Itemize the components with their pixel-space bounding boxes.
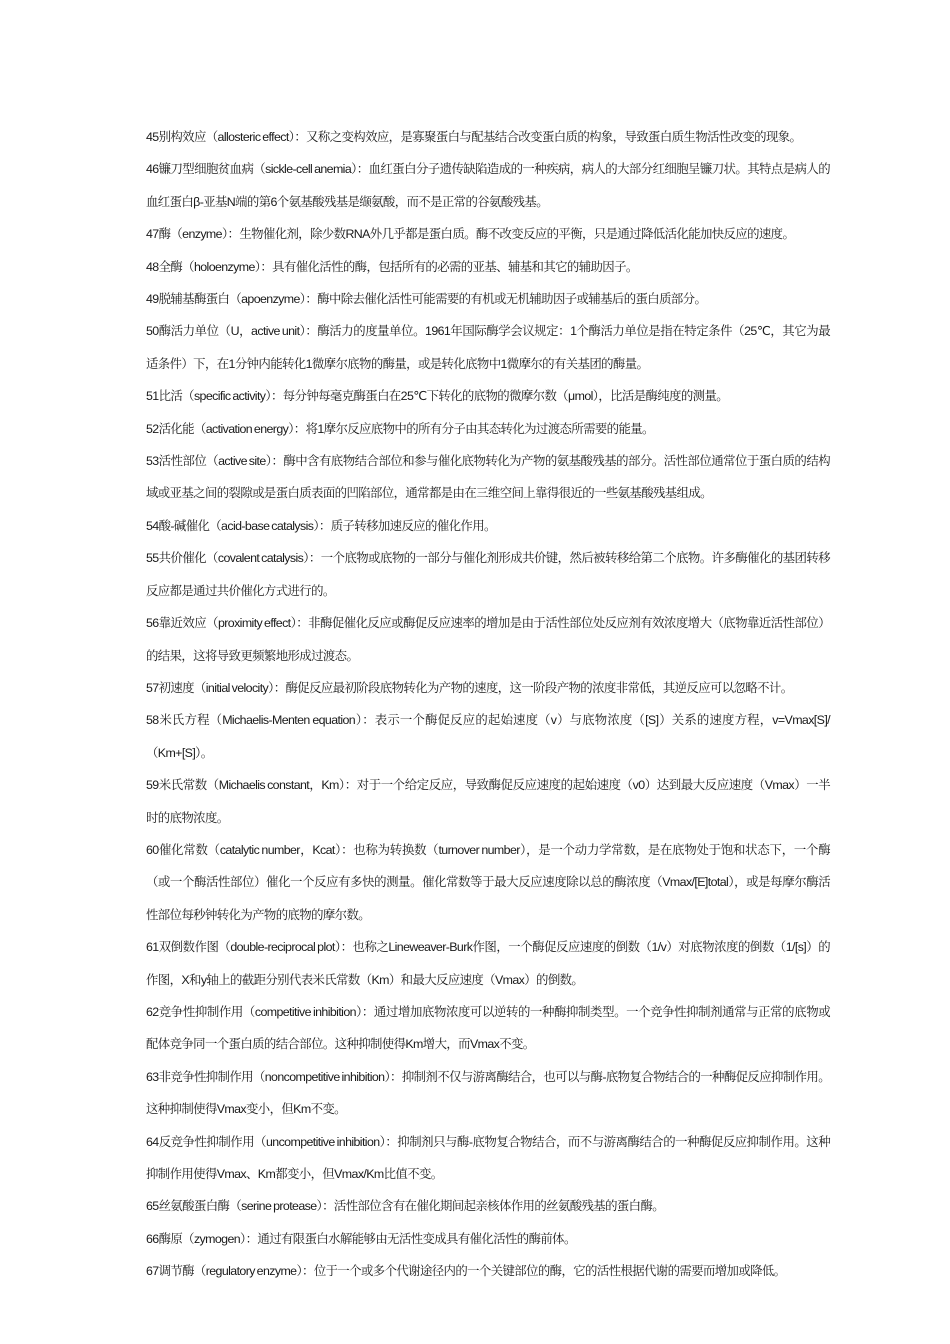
glossary-entry-50: 50酶活力单位（U，active unit）：酶活力的度量单位。1961年国际酶学会议规定：1个酶活力单位是指在特定条件（25℃，其它为最适条件）下，在1分钟内能转化1微摩尔底物的酶量，或是转化底物中1微摩尔的有关基团的酶量。: [146, 324, 830, 371]
glossary-entry-58: 58米氏方程（Michaelis-Menten equation）：表示一个酶促反应的起始速度（v）与底物浓度（[S]）关系的速度方程，v=Vmax[S]/（Km+[S]）。: [146, 713, 830, 760]
glossary-entry-53: 53活性部位（active site）：酶中含有底物结合部位和参与催化底物转化为产物的氨基酸残基的部分。活性部位通常位于蛋白质的结构域或亚基之间的裂隙或是蛋白质表面的凹陷部位，通常都是由在三维空间上靠得很近的一些氨基酸残基组成。: [146, 454, 830, 501]
glossary-entry-55: 55共价催化（covalent catalysis）：一个底物或底物的一部分与催化剂形成共价键，然后被转移给第二个底物。许多酶催化的基团转移反应都是通过共价催化方式进行的。: [146, 551, 830, 598]
glossary-entry-52: 52活化能（activation energy）：将1摩尔反应底物中的所有分子由其态转化为过渡态所需要的能量。: [146, 421, 654, 436]
glossary-entry-49: 49脱辅基酶蛋白（apoenzyme）：酶中除去催化活性可能需要的有机或无机辅助因子或辅基后的蛋白质部分。: [146, 292, 707, 307]
glossary-entry-45: 45别构效应（allosteric effect）：又称之变构效应，是寡聚蛋白与配基结合改变蛋白质的构象，导致蛋白质生物活性改变的现象。: [146, 130, 802, 144]
glossary-entry-59: 59米氏常数（Michaelis constant，Km）：对于一个给定反应，导致酶促反应速度的起始速度（v0）达到最大反应速度（Vmax）一半时的底物浓度。: [146, 778, 830, 825]
glossary-entry-54: 54酸-碱催化（acid-base catalysis）：质子转移加速反应的催化作用。: [146, 518, 496, 533]
glossary-entry-65: 65丝氨酸蛋白酶（serine protease）：活性部位含有在催化期间起亲核体作用的丝氨酸残基的蛋白酶。: [146, 1199, 665, 1214]
glossary-entry-63: 63非竞争性抑制作用（noncompetitive inhibition）：抑制剂不仅与游离酶结合，也可以与酶-底物复合物结合的一种酶促反应抑制作用。这种抑制使得Vmax变小，但Km不变。: [146, 1069, 830, 1117]
glossary-entry-67: 67调节酶（regulatory enzyme）：位于一个或多个代谢途径内的一个关键部位的酶，它的活性根据代谢的需要而增加或降低。: [146, 1264, 786, 1279]
glossary-entry-51: 51比活（specific activity）：每分钟每毫克酶蛋白在25℃下转化的底物的微摩尔数（μmol），比活是酶纯度的测量。: [146, 389, 729, 404]
glossary-entry-64: 64反竞争性抑制作用（uncompetitive inhibition）：抑制剂只与酶-底物复合物结合，而不与游离酶结合的一种酶促反应抑制作用。这种抑制作用使得Vmax、Km都变小，但Vmax/Km比值不变。: [146, 1134, 830, 1181]
glossary-entry-56: 56靠近效应（proximity effect）：非酶促催化反应或酶促反应速率的增加是由于活性部位处反应剂有效浓度增大（底物靠近活性部位）的结果，这将导致更频繁地形成过渡态。: [146, 616, 830, 663]
glossary-entry-61: 61双倒数作图（double-reciprocal plot）：也称之Lineweaver-Burk作图，一个酶促反应速度的倒数（1/v）对底物浓度的倒数（1/[s]）的作图，X和y轴上的截距分别代表米氏常数（Km）和最大反应速度（Vmax）的倒数。: [146, 940, 830, 987]
glossary-entry-60: 60催化常数（catalytic number，Kcat）：也称为转换数（turnover number），是一个动力学常数，是在底物处于饱和状态下，一个酶（或一个酶活性部位）催化一个反应有多快的测量。催化常数等于最大反应速度除以总的酶浓度（Vmax/[E]total），或是每摩尔酶活性部位每秒钟转化为产物的底物的摩尔数。: [146, 842, 830, 922]
glossary-list: [146, 121, 830, 1288]
glossary-entry-62: 62竞争性抑制作用（competitive inhibition）：通过增加底物浓度可以逆转的一种酶抑制类型。一个竞争性抑制剂通常与正常的底物或配体竞争同一个蛋白质的结合部位。这种抑制使得Km增大，而Vmax不变。: [146, 1004, 830, 1052]
glossary-entry-57: 57初速度（initial velocity）：酶促反应最初阶段底物转化为产物的速度，这一阶段产物的浓度非常低，其逆反应可以忽略不计。: [146, 680, 793, 695]
glossary-entry-66: 66酶原（zymogen）：通过有限蛋白水解能够由无活性变成具有催化活性的酶前体。: [146, 1231, 576, 1246]
glossary-entry-48: 48全酶（holoenzyme）：具有催化活性的酶，包括所有的必需的亚基、辅基和其它的辅助因子。: [146, 259, 638, 274]
glossary-entry-47: 47酶（enzyme）：生物催化剂，除少数RNA外几乎都是蛋白质。酶不改变反应的平衡，只是通过降低活化能加快反应的速度。: [146, 227, 795, 242]
glossary-entry-46: 46镰刀型细胞贫血病（sickle-cell anemia）：血红蛋白分子遗传缺陷造成的一种疾病，病人的大部分红细胞呈镰刀状。其特点是病人的血红蛋白β-亚基N端的第6个氨基酸残基是缬氨酸，而不是正常的谷氨酸残基。: [146, 162, 830, 209]
